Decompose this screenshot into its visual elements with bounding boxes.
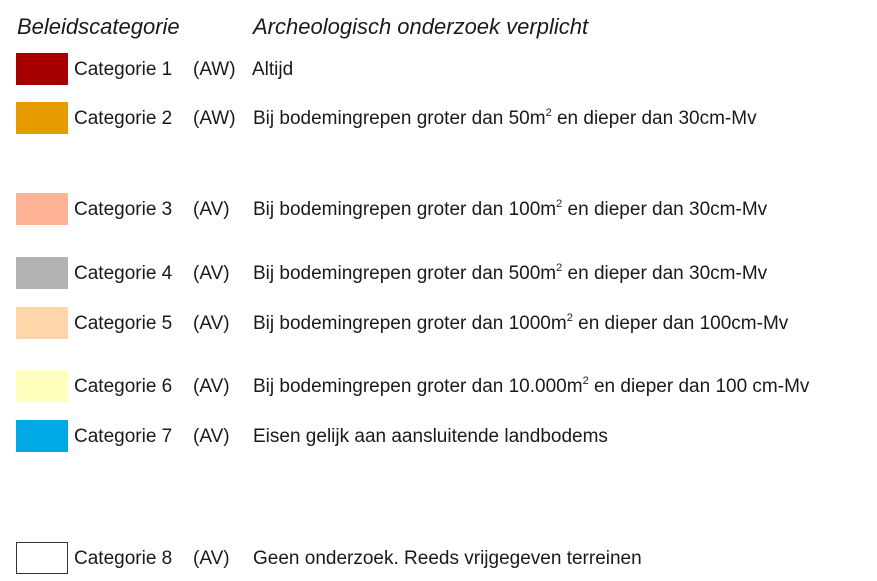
color-swatch (16, 257, 68, 289)
legend-row-category-8 (0, 542, 877, 576)
requirement-text-main: Bij bodemingrepen groter dan 50m (253, 108, 546, 129)
category-name: Categorie 1 (74, 59, 173, 80)
requirement-text (253, 426, 608, 448)
category-name: Categorie 7 (74, 426, 173, 447)
category-name: Categorie 5 (74, 313, 173, 334)
category-code: (AV) (193, 313, 230, 334)
requirement-text-main: Bij bodemingrepen groter dan 10.000m (253, 376, 583, 397)
legend-row-category-1 (0, 53, 877, 87)
category-name: Categorie 3 (74, 199, 173, 220)
category-name: Categorie 2 (74, 108, 173, 129)
requirement-text (253, 313, 788, 335)
superscript: 2 (556, 262, 563, 274)
requirement-text-main: Eisen gelijk aan aansluitende landbodems (253, 426, 608, 447)
color-swatch (16, 370, 68, 402)
color-swatch (16, 542, 68, 574)
superscript: 2 (566, 312, 573, 324)
superscript: 2 (545, 107, 552, 119)
color-swatch (16, 193, 68, 225)
category-code: (AW) (193, 108, 236, 129)
superscript: 2 (582, 375, 589, 387)
legend-row-category-2 (0, 102, 877, 136)
color-swatch (16, 102, 68, 134)
category-name: Categorie 8 (74, 548, 173, 569)
requirement-text (253, 263, 767, 285)
legend-row-category-5 (0, 307, 877, 341)
category-code: (AV) (193, 376, 230, 397)
legend-row-category-4 (0, 257, 877, 291)
requirement-text (252, 59, 293, 81)
requirement-text-main: Altijd (252, 59, 294, 80)
category-name: Categorie 4 (74, 263, 173, 284)
requirement-column-header: Archeologisch onderzoek verplicht (253, 14, 589, 39)
color-swatch (16, 420, 68, 452)
requirement-text (253, 199, 767, 221)
requirement-text-main: Bij bodemingrepen groter dan 1000m (253, 313, 567, 334)
color-swatch (16, 53, 68, 85)
requirement-text-rest: en dieper dan 30cm-Mv (562, 199, 768, 220)
legend-row-category-7 (0, 420, 877, 454)
category-code: (AV) (193, 426, 230, 447)
requirement-text-rest: en dieper dan 100cm-Mv (572, 313, 789, 334)
legend-row-category-6 (0, 370, 877, 404)
requirement-text (253, 548, 642, 570)
requirement-text (253, 376, 809, 398)
requirement-text-main: Geen onderzoek. Reeds vrijgegeven terreinen (253, 548, 642, 569)
category-column-header: Beleidscategorie (17, 14, 180, 39)
requirement-text (253, 108, 757, 130)
legend-row-category-3 (0, 193, 877, 227)
category-code: (AV) (193, 199, 230, 220)
requirement-text-rest: en dieper dan 100 cm-Mv (588, 376, 810, 397)
requirement-text-main: Bij bodemingrepen groter dan 100m (253, 199, 557, 220)
category-code: (AW) (193, 59, 236, 80)
requirement-text-rest: en dieper dan 30cm-Mv (562, 263, 768, 284)
category-code: (AV) (193, 263, 230, 284)
color-swatch (16, 307, 68, 339)
category-name: Categorie 6 (74, 376, 173, 397)
superscript: 2 (556, 198, 563, 210)
requirement-text-rest: en dieper dan 30cm-Mv (551, 108, 757, 129)
requirement-text-main: Bij bodemingrepen groter dan 500m (253, 263, 557, 284)
category-code: (AV) (193, 548, 230, 569)
